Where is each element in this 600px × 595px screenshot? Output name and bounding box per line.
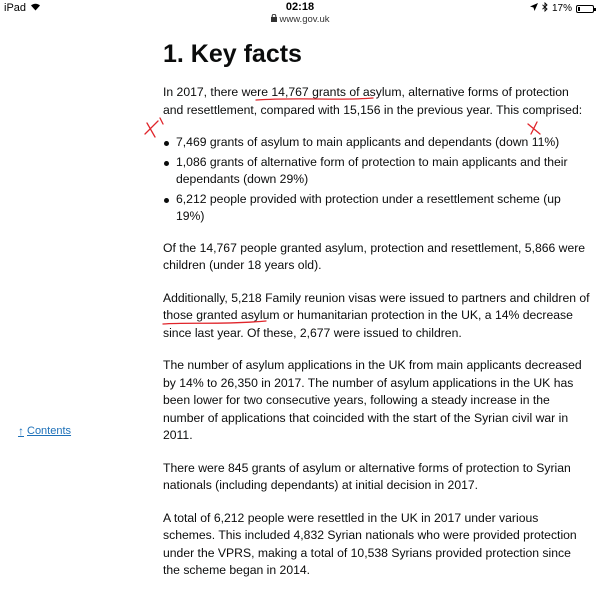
page-title: 1. Key facts bbox=[163, 40, 302, 68]
url-text: www.gov.uk bbox=[279, 13, 330, 25]
battery-icon bbox=[576, 5, 594, 13]
address-bar[interactable] bbox=[271, 14, 330, 25]
main-content bbox=[163, 38, 591, 595]
resettlement-paragraph: A total of 6,212 people were resettled in the UK in 2017 under various schemes. This included 4,832 Syrian nationals who were provided protection under the VPRS, making a total of 10,538 Syrians provided protection since the scheme began in 2014. bbox=[163, 510, 577, 577]
device-label: iPad bbox=[4, 2, 27, 14]
list-item: 6,212 people provided with protection under a resettlement scheme (up 19%) bbox=[163, 191, 591, 226]
syrian-grants-paragraph: There were 845 grants of asylum or alternative forms of protection to Syrian nationals (including dependants) at initial decision in 2017. bbox=[163, 460, 571, 492]
lock-icon bbox=[271, 14, 277, 25]
applications-paragraph: The number of asylum applications in the UK from main applicants decreased by 14% to 26,350 in 2017. The number of asylum applications in the UK has been lower for two consecutive years, following a steady increase in the number of applications that coincided with the start of the Syrian civil war in 2011. bbox=[163, 358, 582, 442]
status-center bbox=[0, 1, 600, 25]
up-arrow-icon: ↑ bbox=[18, 424, 24, 438]
clock: 02:18 bbox=[285, 1, 315, 13]
status-bar bbox=[0, 0, 600, 25]
family-reunion-paragraph: Additionally, 5,218 Family reunion visas were issued to partners and children of those granted asylum or humanitarian protection in the UK, a 14% decrease since last year. Of these, 2,677 were issued to children. bbox=[163, 290, 590, 340]
cross-mark-left bbox=[145, 118, 163, 137]
battery-percent: 17% bbox=[551, 3, 572, 14]
contents-link-label: Contents bbox=[27, 425, 72, 437]
key-facts-list bbox=[163, 134, 591, 226]
bluetooth-icon bbox=[542, 2, 548, 15]
intro-paragraph: In 2017, there were 14,767 grants of asylum, alternative forms of protection and resettlement, compared with 15,156 in the previous year. This comprised: bbox=[163, 85, 583, 117]
battery-fill bbox=[578, 7, 580, 11]
children-paragraph: Of the 14,767 people granted asylum, protection and resettlement, 5,866 were children (under 18 years old). bbox=[163, 240, 586, 272]
list-item: 1,086 grants of alternative form of protection to main applicants and their dependants (down 29%) bbox=[163, 154, 591, 189]
list-item: 7,469 grants of asylum to main applicants and dependants (down 11%) bbox=[163, 134, 591, 152]
contents-link[interactable] bbox=[18, 424, 71, 438]
status-right bbox=[530, 2, 594, 15]
location-arrow-icon bbox=[530, 3, 538, 14]
